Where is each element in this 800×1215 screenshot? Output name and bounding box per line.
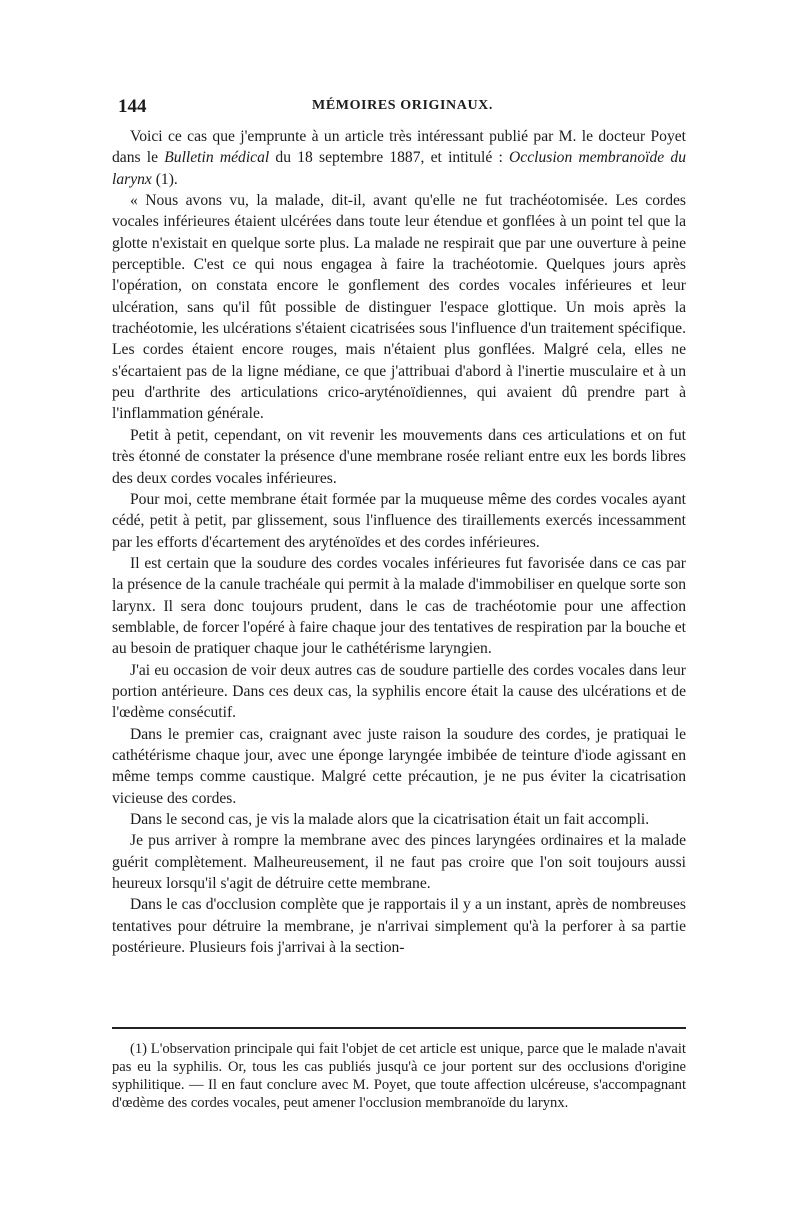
paragraph-2: « Nous avons vu, la malade, dit-il, avant qu'elle ne fut trachéotomisée. Les cordes vocales inférieures étaient ulcérées dans toute leur étendue et gonflées à un point tel que la glotte n'existait en quelque sorte plus. La malade ne respirait que par une ouverture à peine perceptible. C'est ce qui nous engagea à faire la trachéotomie. Quelques jours après l'opération, on constata encore le gonflement des cordes vocales inférieures et leur ulcération, sans qu'il fût possible de distinguer l'espace glottique. Un mois après la trachéotomie, les ulcérations s'étaient cicatrisées sous l'influence d'un traitement spécifique. Les cordes étaient encore rouges, mais n'étaient plus gonflées. Malgré cela, elles ne s'écartaient pas de la ligne médiane, ce que j'attribuai d'abord à l'inertie musculaire et à un peu d'arthrite des articulations crico-aryténoïdiennes, qui avaient dû prendre part à l'inflammation générale. xyxy=(112,192,686,423)
paragraph-1-text-c: du 18 septembre 1887, et intitulé : xyxy=(269,149,510,167)
running-title: MÉMOIRES ORIGINAUX. xyxy=(312,98,493,113)
paragraph-5: Il est certain que la soudure des cordes vocales inférieures fut favorisée dans ce cas par la présence de la canule trachéale qui permit à la malade d'immobiliser en quelque sorte son larynx. Il sera donc toujours prudent, dans le cas de trachéotomie pour une affection semblable, de forcer l'opéré à faire chaque jour des tentatives de respiration par la bouche et au besoin de pratiquer chaque jour le cathétérisme laryngien. xyxy=(112,554,686,658)
paragraph-1-text-a: Voici ce cas que j'emprunte à un article très intéressant publié par M. le docteur Poyet dans le xyxy=(112,128,686,167)
footnote-divider xyxy=(112,1027,686,1029)
footnote-reference: (1). xyxy=(151,170,178,188)
paragraph-8: Dans le second cas, je vis la malade alors que la cicatrisation était un fait accompli. xyxy=(130,811,650,828)
page-number: 144 xyxy=(118,96,147,117)
paragraph-9: Je pus arriver à rompre la membrane avec des pinces laryngées ordinaires et la malade guérit complètement. Malheureusement, il ne faut pas croire que l'on soit toujours aussi heureux lorsqu'il s'agit de détruire cette membrane. xyxy=(112,832,686,893)
paragraph-10: Dans le cas d'occlusion complète que je rapportais il y a un instant, après de nombreuses tentatives pour détruire la membrane, je n'arrivai simplement qu'à la perforer à sa partie postérieure. Plusieurs fois j'arrivai à la section- xyxy=(112,896,686,957)
footnote-1: (1) L'observation principale qui fait l'objet de cet article est unique, parce que le malade n'avait pas eu la syphilis. Or, tous les cas publiés jusqu'à ce jour portent sur des occlusions d'origine syphilitique. — Il en faut conclure avec M. Poyet, que toute affection ulcéreuse, s'accompagnant d'œdème des cordes vocales, peut amener l'occlusion membranoïde du larynx. xyxy=(112,1041,686,1112)
page xyxy=(112,96,686,958)
body-text xyxy=(112,126,686,958)
page-header xyxy=(112,96,686,122)
paragraph-7: Dans le premier cas, craignant avec juste raison la soudure des cordes, je pratiquai le cathétérisme chaque jour, avec une éponge laryngée imbibée de teinture d'iode agissant en même temps comme caustique. Malgré cette précaution, je ne pus éviter la cicatrisation vicieuse des cordes. xyxy=(112,725,686,807)
paragraph-6: J'ai eu occasion de voir deux autres cas de soudure partielle des cordes vocales dans leur portion antérieure. Dans ces deux cas, la syphilis encore était la cause des ulcérations et de l'œdème consécutif. xyxy=(112,661,686,722)
paragraph-3: Petit à petit, cependant, on vit revenir les mouvements dans ces articulations et on fut très étonné de constater la présence d'une membrane rosée reliant entre eux les bords libres des deux cordes vocales inférieures. xyxy=(112,426,686,487)
journal-title: Bulletin médical xyxy=(164,149,270,167)
paragraph-4: Pour moi, cette membrane était formée par la muqueuse même des cordes vocales ayant cédé, petit à petit, par glissement, sous l'influence des tiraillements exercés incessamment par les efforts d'écartement des aryténoïdes et des cordes inférieures. xyxy=(112,490,686,551)
article-title: Occlusion membranoïde du larynx xyxy=(112,149,687,188)
footnotes xyxy=(112,1040,686,1112)
paragraph-1 xyxy=(112,126,686,190)
